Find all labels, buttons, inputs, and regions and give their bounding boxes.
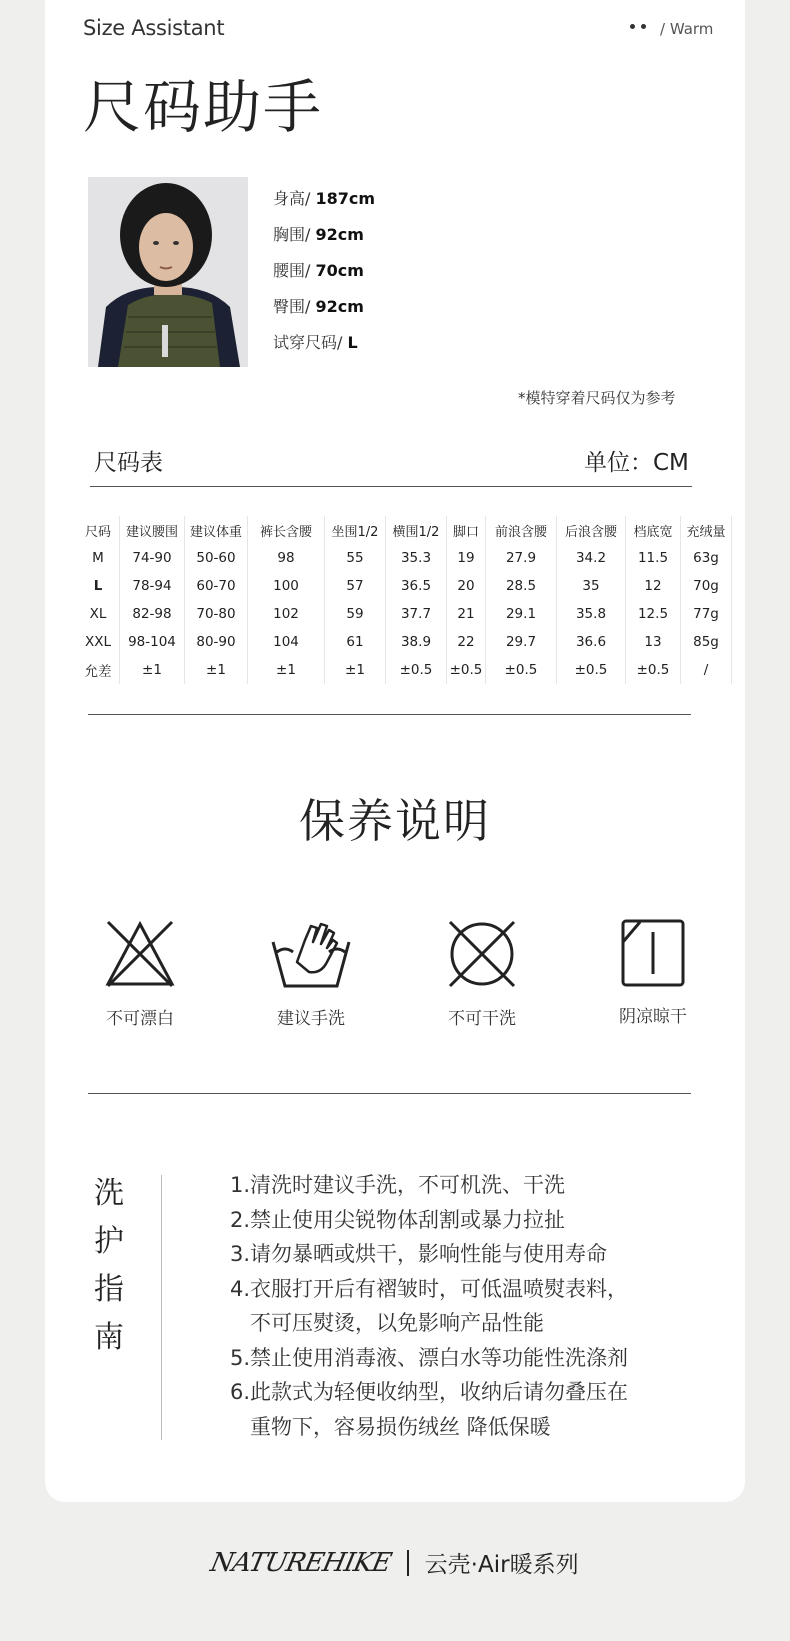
dots-icon — [630, 24, 646, 29]
no-bleach-icon — [104, 918, 176, 990]
guide-line: 3.请勿暴晒或烘干，影响性能与使用寿命 — [230, 1242, 608, 1266]
care-label: 不可干洗 — [448, 1009, 516, 1029]
table-cell: ±0.5 — [486, 656, 557, 684]
table-cell: ±0.5 — [626, 656, 681, 684]
table-cell: 28.5 — [486, 572, 557, 600]
table-cell: 77g — [681, 600, 732, 628]
table-cell: 19 — [447, 544, 486, 572]
table-cell: XL — [77, 600, 120, 628]
table-header: 后浪含腰 — [557, 516, 626, 544]
table-cell: 104 — [248, 628, 325, 656]
table-cell: 98-104 — [120, 628, 185, 656]
table-cell: 36.6 — [557, 628, 626, 656]
table-cell: 70-80 — [185, 600, 248, 628]
table-cell: 13 — [626, 628, 681, 656]
model-measurements — [273, 186, 375, 366]
table-cell: 12.5 — [626, 600, 681, 628]
table-cell: 61 — [325, 628, 386, 656]
table-cell: 50-60 — [185, 544, 248, 572]
no-dry-clean-icon — [446, 918, 518, 990]
care-item-line-dry — [583, 918, 723, 1027]
guide-title: 洗 护 指 南 — [94, 1176, 124, 1355]
table-cell: L — [77, 572, 120, 600]
table-header: 前浪含腰 — [486, 516, 557, 544]
table-cell: ±1 — [248, 656, 325, 684]
table-cell: 允差 — [77, 656, 120, 684]
model-photo — [88, 177, 248, 367]
table-cell: M — [77, 544, 120, 572]
table-cell: 57 — [325, 572, 386, 600]
table-cell: 37.7 — [386, 600, 447, 628]
table-cell: 22 — [447, 628, 486, 656]
table-cell: 34.2 — [557, 544, 626, 572]
guide-line: 2.禁止使用尖锐物体刮割或暴力拉扯 — [230, 1207, 566, 1232]
care-label: 不可漂白 — [106, 1009, 174, 1029]
table-row — [77, 572, 732, 600]
guide-line: 不可压熨烫，以免影响产品性能 — [250, 1311, 544, 1335]
guide-line: 1.清洗时建议手洗，不可机洗、干洗 — [230, 1173, 566, 1197]
model-size: 试穿尺码/ L — [273, 333, 358, 352]
divider — [88, 1093, 691, 1094]
table-header-row — [77, 516, 732, 544]
table-cell: 36.5 — [386, 572, 447, 600]
model-height: 身高/ 187cm — [273, 189, 376, 208]
table-cell: 60-70 — [185, 572, 248, 600]
model-hip: 臀围/ 92cm — [273, 297, 364, 316]
table-header: 档底宽 — [626, 516, 681, 544]
table-cell: / — [681, 656, 732, 684]
brand-logo: NATUREHIKE — [208, 1547, 394, 1578]
table-cell: 21 — [447, 600, 486, 628]
table-cell: ±1 — [185, 656, 248, 684]
table-cell: 82-98 — [120, 600, 185, 628]
table-cell: XXL — [77, 628, 120, 656]
model-chest: 胸围/ 92cm — [273, 225, 364, 244]
table-cell: 55 — [325, 544, 386, 572]
guide-line: 重物下，容易损伤绒丝 降低保暖 — [250, 1414, 551, 1439]
table-cell: 74-90 — [120, 544, 185, 572]
table-header: 裤长含腰 — [248, 516, 325, 544]
model-waist: 腰围/ 70cm — [273, 261, 364, 280]
table-cell: 85g — [681, 628, 732, 656]
care-label: 建议手洗 — [277, 1009, 345, 1029]
table-cell: 102 — [248, 600, 325, 628]
table-cell: 35 — [557, 572, 626, 600]
table-cell: 29.7 — [486, 628, 557, 656]
size-table — [77, 516, 732, 684]
care-item-no-bleach — [70, 918, 210, 1029]
line-dry-shade-icon — [620, 918, 686, 988]
table-cell: ±1 — [325, 656, 386, 684]
footer-separator — [407, 1550, 409, 1576]
table-cell: 12 — [626, 572, 681, 600]
table-header: 建议腰围 — [120, 516, 185, 544]
size-table-title: 尺码表 — [94, 450, 163, 476]
table-cell: 59 — [325, 600, 386, 628]
table-cell: 35.3 — [386, 544, 447, 572]
table-header: 尺码 — [77, 516, 120, 544]
guide-line: 4.衣服打开后有褶皱时，可低温喷熨表料， — [230, 1276, 629, 1301]
guide-line: 6.此款式为轻便收纳型，收纳后请勿叠压在 — [230, 1380, 629, 1404]
table-cell: ±1 — [120, 656, 185, 684]
table-cell: 63g — [681, 544, 732, 572]
table-cell: 20 — [447, 572, 486, 600]
care-guide-list — [230, 1168, 628, 1444]
brand-subtitle: Size Assistant — [83, 16, 225, 40]
table-cell: 27.9 — [486, 544, 557, 572]
care-item-hand-wash — [241, 918, 381, 1029]
table-cell: 100 — [248, 572, 325, 600]
divider — [90, 486, 692, 487]
table-cell: 11.5 — [626, 544, 681, 572]
size-table-unit: 单位：CM — [584, 450, 689, 476]
table-cell: 80-90 — [185, 628, 248, 656]
table-cell: ±0.5 — [386, 656, 447, 684]
reference-note: *模特穿着尺码仅为参考 — [518, 389, 676, 407]
table-row — [77, 628, 732, 656]
table-header: 脚口 — [447, 516, 486, 544]
guide-line: 5.禁止使用消毒液、漂白水等功能性洗涤剂 — [230, 1345, 629, 1370]
care-title: 保养说明 — [299, 794, 491, 848]
guide-divider — [161, 1175, 162, 1440]
table-header: 坐围1/2 — [325, 516, 386, 544]
table-cell: 35.8 — [557, 600, 626, 628]
table-cell: 78-94 — [120, 572, 185, 600]
table-cell: ±0.5 — [557, 656, 626, 684]
care-item-no-dry-clean — [412, 918, 552, 1029]
divider — [88, 714, 691, 715]
care-label: 阴凉晾干 — [619, 1007, 687, 1027]
table-row — [77, 544, 732, 572]
table-header: 充绒量 — [681, 516, 732, 544]
table-row — [77, 600, 732, 628]
table-cell: 70g — [681, 572, 732, 600]
table-header: 横围1/2 — [386, 516, 447, 544]
table-cell: ±0.5 — [447, 656, 486, 684]
footer — [0, 1546, 790, 1579]
table-cell: 29.1 — [486, 600, 557, 628]
table-row — [77, 656, 732, 684]
table-cell: 98 — [248, 544, 325, 572]
hand-wash-icon — [271, 918, 351, 990]
warm-tag: / Warm — [660, 20, 714, 38]
table-header: 建议体重 — [185, 516, 248, 544]
page-title: 尺码助手 — [83, 73, 324, 141]
series-name: 云壳·Air暖系列 — [424, 1552, 579, 1578]
table-cell: 38.9 — [386, 628, 447, 656]
